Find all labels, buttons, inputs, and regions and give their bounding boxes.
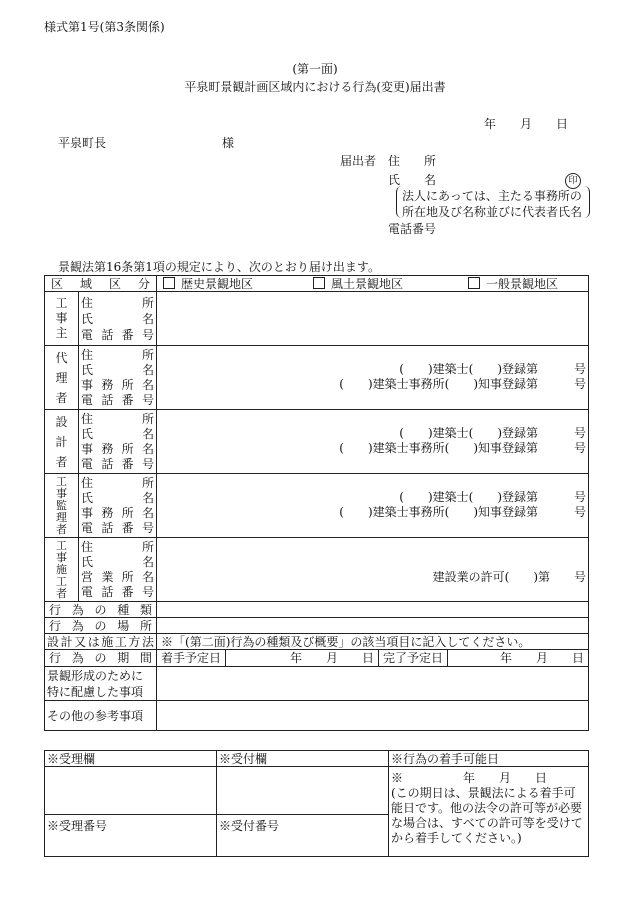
reception-number[interactable]: ※受理番号 xyxy=(45,815,217,857)
period-row xyxy=(45,650,589,667)
start-allowed-date: ※ 年 月 日 xyxy=(391,771,548,785)
act-place-label: 行為の場所 xyxy=(49,618,153,633)
acceptance-box[interactable] xyxy=(217,767,389,815)
checkbox-icon[interactable] xyxy=(163,277,175,289)
consideration-label-1: 景観形成のために xyxy=(47,668,144,683)
notifier-name-label: 氏 名 xyxy=(388,173,437,187)
seal-icon: 印 xyxy=(565,173,581,189)
checkbox-icon[interactable] xyxy=(313,277,325,289)
start-allowed-header: ※行為の着手可能日 xyxy=(389,751,589,767)
designer-row: 設 計 者 住 所 氏 名 事務所名 電話番号 ( )建築士( )登録第 号 ( )建築士事務所( )知事登録第 号 xyxy=(45,410,589,474)
end-date-input[interactable]: 年 月 日 xyxy=(500,651,585,665)
office-line: ( )建築士事務所( )知事登録第 号 xyxy=(339,441,587,455)
acceptance-header: ※受付欄 xyxy=(217,751,389,767)
contractor-input[interactable] xyxy=(157,538,589,602)
phone-label: 電話番号 xyxy=(388,222,437,236)
notifier-address-label: 住 所 xyxy=(388,154,437,168)
addressee: 平泉町長 xyxy=(58,136,107,150)
period-label: 行為の期間 xyxy=(49,651,153,665)
architect-line: ( )建築士( )登録第 号 xyxy=(399,426,587,440)
consideration-row xyxy=(45,667,589,701)
agent-input[interactable] xyxy=(157,346,589,410)
form-number: 様式第1号(第3条関係) xyxy=(44,20,165,34)
act-type-input[interactable] xyxy=(157,602,589,618)
start-allowed-note-4: から着手してください。) xyxy=(391,831,522,845)
page-title: 平泉町景観計画区域内における行為(変更)届出書 xyxy=(184,80,446,94)
act-place-input[interactable] xyxy=(157,618,589,634)
act-type-label: 行為の種類 xyxy=(49,602,153,617)
office-use-table xyxy=(44,750,589,857)
other-ref-input[interactable] xyxy=(157,701,589,731)
act-place-row xyxy=(45,618,589,634)
district-option-climate[interactable]: 風土景観地区 xyxy=(313,277,468,291)
district-option-history[interactable]: 歴史景観地区 xyxy=(159,277,313,291)
notifier-label: 届出者 xyxy=(340,154,377,168)
agent-row: 代 理 者 住 所 氏 名 事務所名 電話番号 ( )建築士( )登録第 号 ( )建築士事務所( )知事登録第 号 xyxy=(45,346,589,410)
corp-note-line-2: 所在地及び名称並びに代表者氏名 xyxy=(402,205,583,219)
intro-text: 景観法第16条第1項の規定により、次のとおり届け出ます。 xyxy=(58,260,380,274)
design-method-label: 設計又は施工方法 xyxy=(47,634,155,649)
designer-input[interactable] xyxy=(157,410,589,474)
start-allowed-note-1: (この期日は、景観法による着手可 xyxy=(391,786,576,800)
reception-box[interactable] xyxy=(45,767,217,815)
start-allowed-note-3: な場合は、すべての許可等を受けて xyxy=(391,816,583,830)
corp-note-line-1: 法人にあっては、主たる事務所の xyxy=(402,189,582,203)
start-allowed-note-2: 能日です。他の法令の許可等が必要 xyxy=(391,801,583,815)
architect-line: ( )建築士( )登録第 号 xyxy=(399,490,587,504)
checkbox-icon[interactable] xyxy=(468,277,480,289)
district-row xyxy=(45,276,589,292)
license-line: 建設業の許可( )第 号 xyxy=(432,570,587,584)
consideration-label-2: 特に配慮した事項 xyxy=(47,684,144,699)
office-line: ( )建築士事務所( )知事登録第 号 xyxy=(339,377,587,391)
start-date-label: 着手予定日 xyxy=(157,650,226,666)
reception-header: ※受理欄 xyxy=(45,751,217,767)
contractor-row: 工 事 施 工 者 住 所 氏 名 営業所名 電話番号 建設業の許可( )第 号 xyxy=(45,538,589,602)
district-label: 区 域 区 分 xyxy=(51,276,151,291)
main-form-table xyxy=(44,275,589,731)
owner-input[interactable] xyxy=(157,292,589,346)
supervisor-row: 工 事 監 理 者 住 所 氏 名 事務所名 電話番号 ( )建築士( )登録第 号 ( )建築士事務所( )知事登録第 号 xyxy=(45,474,589,538)
other-ref-row xyxy=(45,701,589,731)
start-allowed-box[interactable] xyxy=(389,767,589,857)
honorific: 様 xyxy=(222,136,235,150)
supervisor-input[interactable] xyxy=(157,474,589,538)
office-line: ( )建築士事務所( )知事登録第 号 xyxy=(339,505,587,519)
act-type-row xyxy=(45,602,589,618)
start-date-input[interactable]: 年 月 日 xyxy=(226,650,379,666)
architect-line: ( )建築士( )登録第 号 xyxy=(399,362,587,376)
owner-row: 工 事 主 住 所 氏 名 電話番号 xyxy=(45,292,589,346)
acceptance-number[interactable]: ※受付番号 xyxy=(217,815,389,857)
district-option-general[interactable]: 一般景観地区 xyxy=(468,277,558,291)
consideration-input[interactable] xyxy=(157,667,589,701)
design-method-row xyxy=(45,634,589,650)
page-label: (第一面) xyxy=(292,62,338,76)
date-line: 年 月 日 xyxy=(484,117,569,131)
other-ref-label: その他の参考事項 xyxy=(45,701,157,731)
end-date-label: 完了予定日 xyxy=(379,650,448,666)
design-method-note: ※「(第二面)行為の種類及び概要」の該当項目に記入してください。 xyxy=(157,634,589,650)
